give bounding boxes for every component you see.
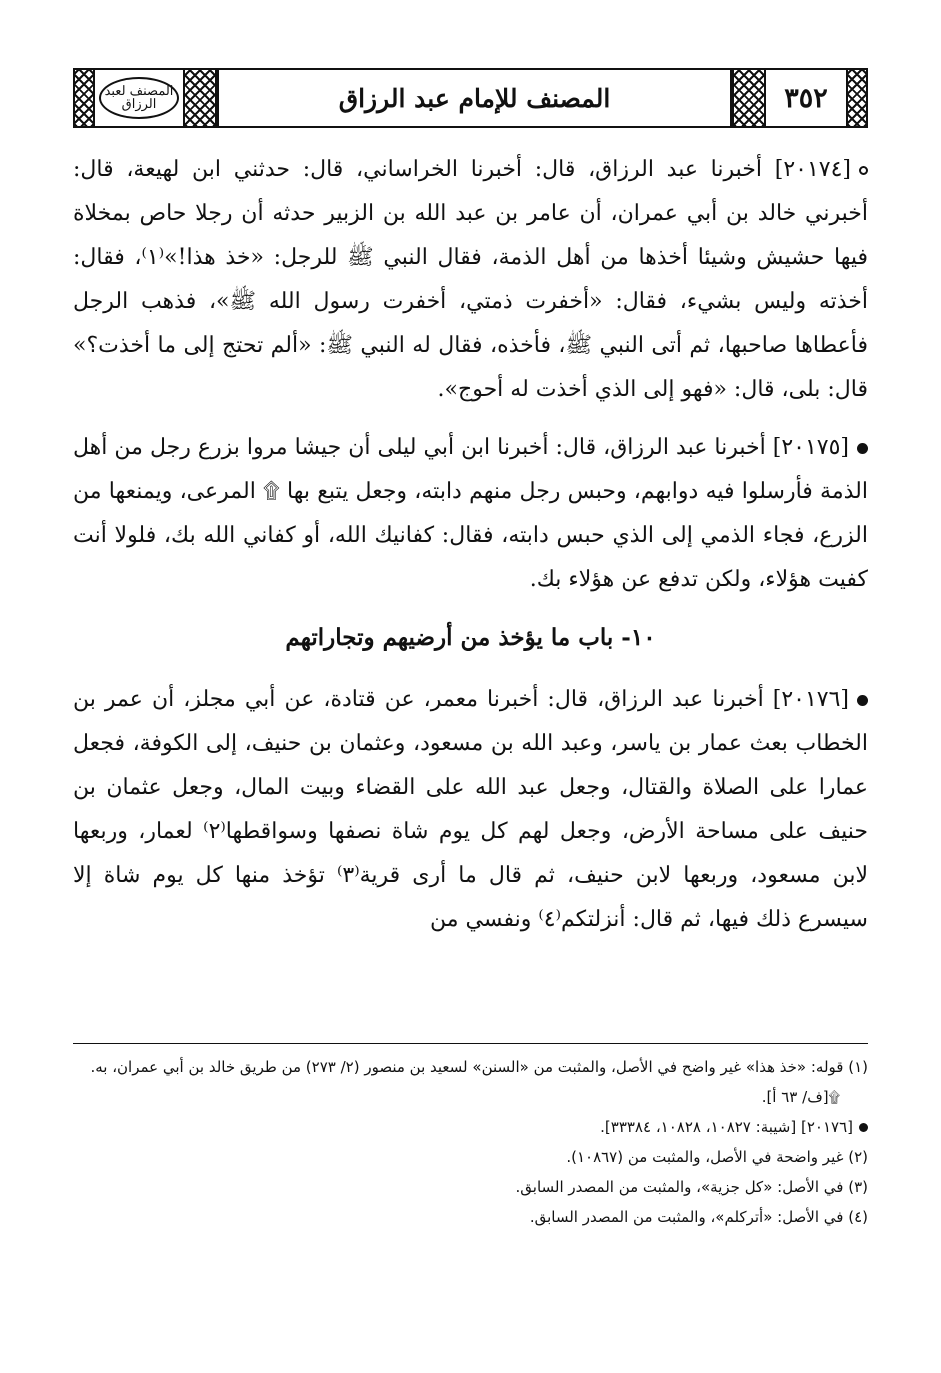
cartouche-text: المصنف لعبد الرزاق: [104, 84, 174, 112]
footnote-reference: [73, 1112, 868, 1142]
footnote-4: (٤) في الأصل: «أتركلم»، والمثبت من المصدر السابق.: [529, 1208, 868, 1226]
main-text: [73, 148, 868, 956]
footnote-2: (٢) غير واضحة في الأصل، والمثبت من (١٠٨٦٧).: [566, 1148, 868, 1166]
page-number: ٣٥٢: [784, 82, 828, 114]
footnote-folio: ۩[ف/ ٦٣ أ].: [761, 1088, 840, 1106]
ornament-band-middle-left: [183, 70, 217, 126]
footnote-divider: [73, 1043, 868, 1044]
footnotes: [73, 1052, 868, 1232]
hadith-paragraph-20175: [73, 426, 868, 602]
hadith-paragraph-20176: [73, 678, 868, 942]
chapter-heading: ١٠- باب ما يؤخذ من أرضيهم وتجاراتهم: [285, 624, 656, 651]
hadith-paragraph-20174: [73, 148, 868, 412]
ring-marker-icon: [859, 166, 868, 175]
header-cartouche: [95, 70, 183, 126]
cartouche-oval: [99, 77, 179, 119]
ornament-band-right: [846, 70, 866, 126]
bullet-marker-icon: [859, 1123, 868, 1132]
hadith-text-20174: [٢٠١٧٤] أخبرنا عبد الرزاق، قال: أخبرنا الخراساني، قال: حدثني ابن لهيعة، قال: أخبرني خالد بن أبي عمران، أن عامر بن عبد الله بن الزبير حدثه أن رجلا حاص بمخلاة فيها حشيش وشيئا أخذها من أهل الذمة، فقال النبي ﷺ للرجل: «خذ هذا!»⁽١⁾، فقال: أخذته وليس بشيء، فقال: «أخفرت ذمتي، أخفرت رسول الله ﷺ»، فذهب الرجل فأعطاها صاحبها، ثم أتى النبي ﷺ، فأخذه، فقال له النبي ﷺ: «ألم تحتج إلى ما أخذت؟» قال: بلى، قال: «فهو إلى الذي أخذت له أحوج».: [73, 157, 868, 402]
page-number-box: [766, 70, 846, 126]
bullet-marker-icon: [857, 443, 868, 454]
ornament-band-left: [75, 70, 95, 126]
bullet-marker-icon: [857, 695, 868, 706]
running-title-box: [217, 70, 732, 126]
hadith-text-20176: [٢٠١٧٦] أخبرنا عبد الرزاق، قال: أخبرنا معمر، عن قتادة، عن أبي مجلز، أن عمر بن الخطاب بعث عمار بن ياسر، وعبد الله بن مسعود، وعثمان بن حنيف، إلى الكوفة، فجعل عمارا على الصلاة والقتال، وجعل عبد الله على القضاء وبيت المال، وجعل عثمان بن حنيف على مساحة الأرض، وجعل لهم كل يوم شاة نصفها وسواقطها⁽٢⁾ لعمار، وربعها لابن مسعود، وربعها لابن حنيف، ثم قال ما أرى قرية⁽٣⁾ تؤخذ منها كل يوم شاة إلا سيسرع ذلك فيها، ثم قال: أنزلتكم⁽٤⁾ ونفسي من: [73, 687, 868, 932]
footnote-1: (١) قوله: «خذ هذا» غير واضح في الأصل، والمثبت من «السنن» لسعيد بن منصور (٢/ ٢٧٣) من طريق خالد بن أبي عمران، به.: [90, 1058, 868, 1076]
footnote-3: (٣) في الأصل: «كل جزية»، والمثبت من المصدر السابق.: [515, 1178, 868, 1196]
running-title: المصنف للإمام عبد الرزاق: [338, 83, 611, 113]
footnote-reference-text: [٢٠١٧٦] [شيبة: ١٠٨٢٧، ١٠٨٢٨، ٣٣٣٨٤].: [600, 1118, 853, 1136]
ornament-band-middle-right: [732, 70, 766, 126]
page-header: [73, 68, 868, 128]
hadith-text-20175: [٢٠١٧٥] أخبرنا عبد الرزاق، قال: أخبرنا ابن أبي ليلى أن جيشا مروا بزرع رجل من أهل الذمة فأرسلوا فيه دوابهم، وحبس رجل منهم دابته، وجعل يتبع بها ۩ المرعى، ويمنعها من الزرع، فجاء الذمي إلى الذي حبس دابته، فقال: كفانيك الله، أو كفاني الله بك، فلولا أنت كفيت هؤلاء، ولكن تدفع عن هؤلاء بك.: [73, 435, 868, 592]
